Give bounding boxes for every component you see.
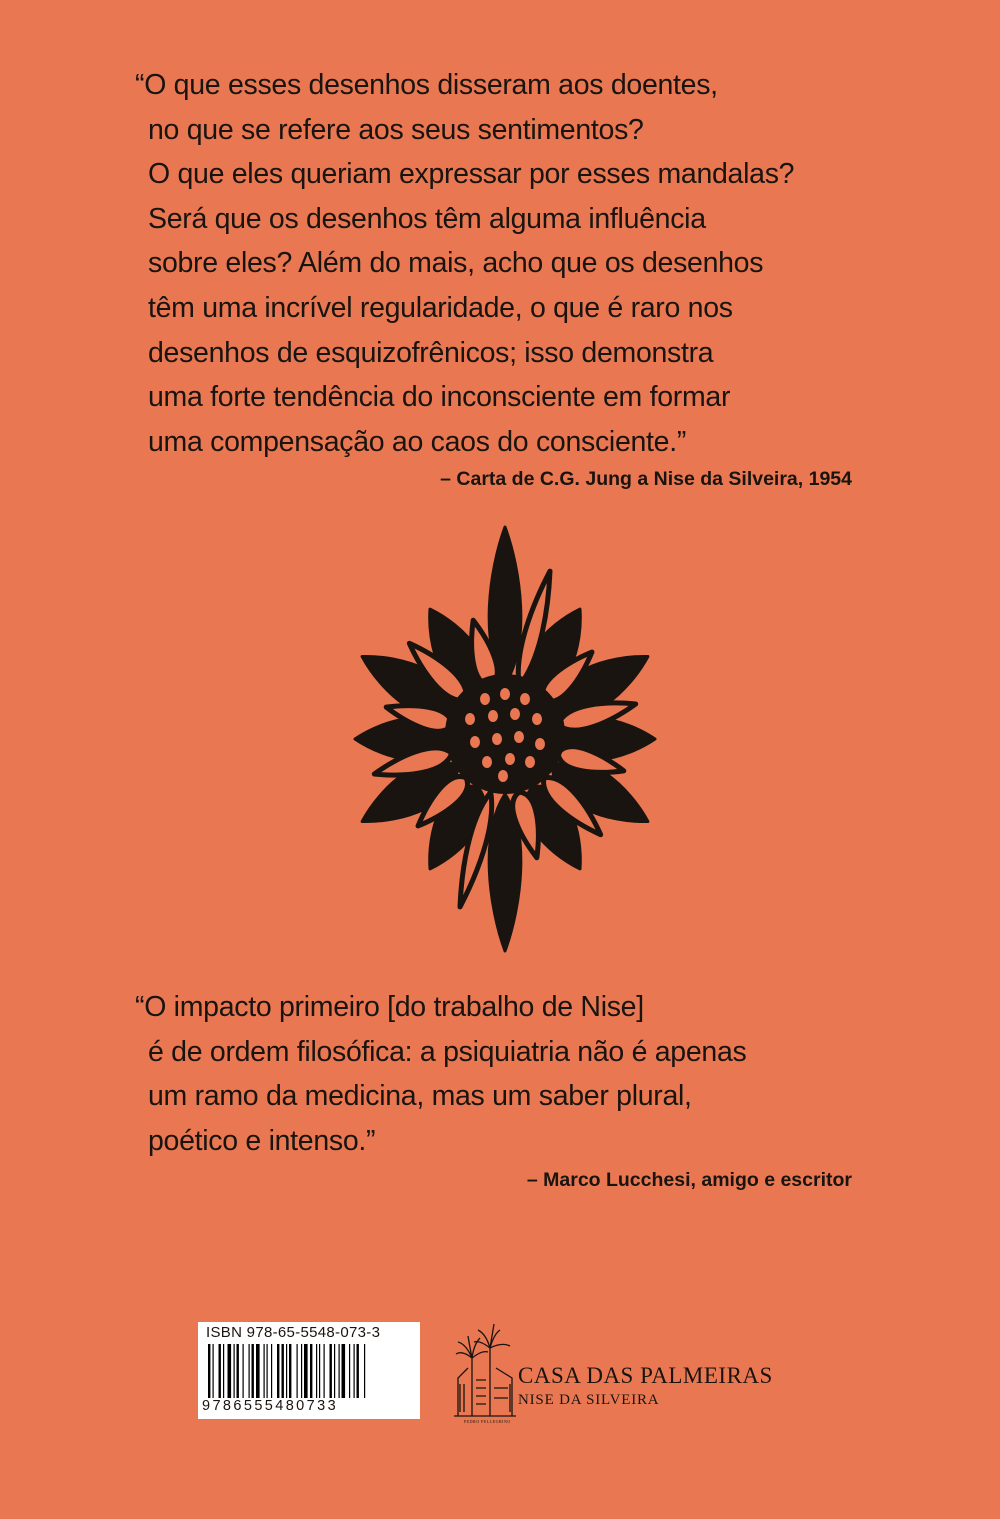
barcode-bar xyxy=(271,1344,272,1398)
seed-dot xyxy=(525,756,535,768)
barcode-bar xyxy=(228,1344,232,1398)
barcode-bar xyxy=(304,1344,308,1398)
seed-dot xyxy=(505,753,515,765)
seed-dot xyxy=(465,713,475,725)
barcode-bar xyxy=(330,1344,332,1398)
seed-dot xyxy=(480,693,490,705)
barcode-bar xyxy=(234,1344,235,1398)
barcode-bar xyxy=(264,1344,265,1398)
quote-attribution-lucchesi: – Marco Lucchesi, amigo e escritor xyxy=(526,1169,852,1191)
barcode-bar xyxy=(339,1344,340,1398)
quote-jung xyxy=(135,63,794,464)
barcode-bar xyxy=(334,1344,335,1398)
publisher-logo xyxy=(450,1318,800,1428)
barcode-bar xyxy=(219,1344,221,1398)
seed-dot xyxy=(470,736,480,748)
quote-lucchesi xyxy=(135,985,746,1163)
barcode-bar xyxy=(289,1344,291,1398)
seed-dot xyxy=(498,770,508,782)
quote-line: O que eles queriam expressar por esses mandalas? xyxy=(148,158,795,191)
quote-line: “O impacto primeiro [do trabalho de Nise] xyxy=(135,991,644,1023)
barcode-bar xyxy=(252,1344,254,1398)
quote-line: uma compensação ao caos do consciente.” xyxy=(148,425,687,458)
barcode-bar xyxy=(349,1344,350,1398)
isbn-barcode xyxy=(198,1322,420,1419)
barcode-bar xyxy=(310,1344,312,1398)
barcode-bar xyxy=(249,1344,250,1398)
barcode-bar xyxy=(256,1344,260,1398)
quote-line: Será que os desenhos têm alguma influência xyxy=(148,202,706,235)
barcode-bar xyxy=(267,1344,268,1398)
quote-line: poético e intenso.” xyxy=(148,1124,376,1157)
barcode-bar xyxy=(342,1344,346,1398)
palm-trees-house-icon xyxy=(450,1318,520,1418)
barcode-bar xyxy=(316,1344,317,1398)
seed-dot xyxy=(535,738,545,750)
barcode-bar xyxy=(243,1344,244,1398)
quote-line: no que se refere aos seus sentimentos? xyxy=(148,113,644,146)
barcode-bar xyxy=(354,1344,355,1398)
quote-line: desenhos de esquizofrênicos; isso demonstra xyxy=(148,336,714,369)
quote-attribution-jung: – Carta de C.G. Jung a Nise da Silveira, 1954 xyxy=(440,468,852,490)
barcode-bar xyxy=(208,1344,210,1398)
barcode-bar xyxy=(277,1344,279,1398)
quote-line: “O que esses desenhos disseram aos doentes, xyxy=(135,69,718,101)
barcode-bar xyxy=(364,1344,365,1398)
barcode-bar xyxy=(357,1344,359,1398)
barcode-bar xyxy=(324,1344,325,1398)
barcode-bar xyxy=(301,1344,302,1398)
seed-dot xyxy=(520,693,530,705)
barcode-bar xyxy=(282,1344,284,1398)
barcode-bar xyxy=(213,1344,214,1398)
seed-dot xyxy=(532,713,542,725)
seed-dot xyxy=(510,708,520,720)
quote-line: é de ordem filosófica: a psiquiatria não é apenas xyxy=(148,1035,747,1068)
barcode-bars xyxy=(206,1344,412,1400)
barcode-bar xyxy=(286,1344,287,1398)
barcode-bar xyxy=(319,1344,320,1398)
barcode-bar xyxy=(297,1344,298,1398)
barcode-bar xyxy=(237,1344,239,1398)
publisher-subtitle: NISE DA SILVEIRA xyxy=(518,1392,660,1408)
publisher-name: CASA DAS PALMEIRAS xyxy=(518,1363,773,1388)
quote-line: uma forte tendência do inconsciente em formar xyxy=(148,381,731,414)
isbn-label: ISBN 978-65-5548-073-3 xyxy=(206,1324,381,1341)
seed-dot xyxy=(500,688,510,700)
quote-line: um ramo da medicina, mas um saber plural, xyxy=(148,1080,692,1113)
illustrator-credit: PEDRO PELLEGRINO xyxy=(464,1419,511,1424)
seed-dot xyxy=(488,710,498,722)
seed-dot xyxy=(482,756,492,768)
barcode-bar xyxy=(223,1344,224,1398)
barcode-digits: 9786555480733 xyxy=(202,1398,339,1414)
seed-dot xyxy=(514,731,524,743)
quote-line: têm uma incrível regularidade, o que é raro nos xyxy=(148,291,733,324)
seed-dot xyxy=(492,733,502,745)
sunflower-mandala-icon xyxy=(330,518,680,960)
quote-line: sobre eles? Além do mais, acho que os desenhos xyxy=(148,247,764,280)
